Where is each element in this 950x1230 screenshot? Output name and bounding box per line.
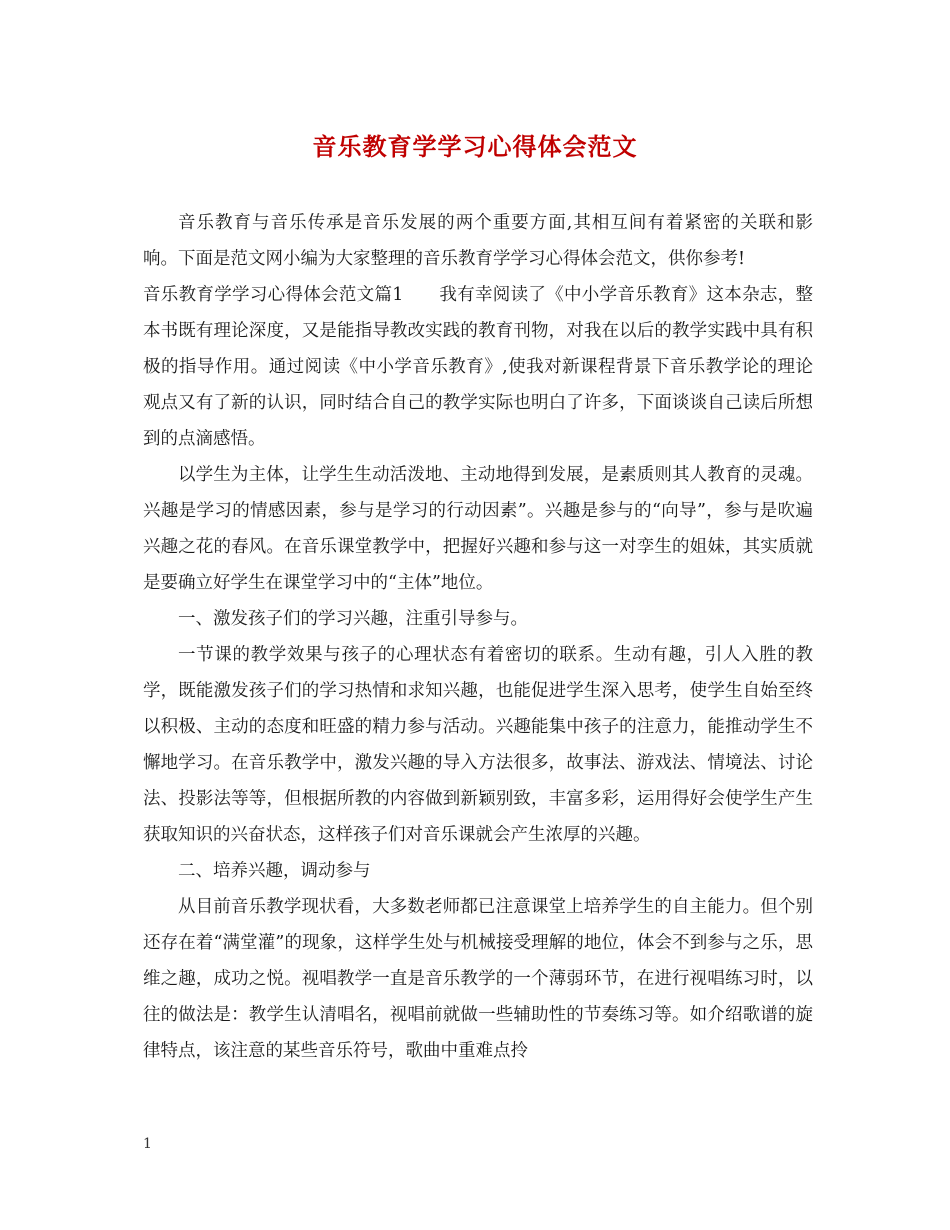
body-paragraph: 以学生为主体，让学生生动活泼地、主动地得到发展，是素质则其人教育的灵魂。兴趣是学习的情感因素，参与是学习的行动因素”。兴趣是参与的“向导”，参与是吹遍兴趣之花的春风。在音乐课堂教学中，把握好兴趣和参与这一对孪生的姐妹，其实质就是要确立好学生在课堂学习中的“主体”地位。 xyxy=(143,465,813,593)
document-body xyxy=(143,205,813,1069)
page-number: 1 xyxy=(143,1136,152,1152)
body-paragraph: 一节课的教学效果与孩子的心理状态有着密切的联系。生动有趣，引人入胜的教学，既能激发孩子们的学习热情和求知兴趣，也能促进学生深入思考，使学生自始至终以积极、主动的态度和旺盛的精力参与活动。兴趣能集中孩子的注意力，能推动学生不懈地学习。在音乐教学中，激发兴趣的导入方法很多，故事法、游戏法、情境法、讨论法、投影法等等，但根据所教的内容做到新颖别致，丰富多彩，运用得好会使学生产生获取知识的兴奋状态，这样孩子们对音乐课就会产生浓厚的兴趣。 xyxy=(143,645,813,845)
page-title: 音乐教育学学习心得体会范文 xyxy=(312,132,638,161)
section-heading: 二、培养兴趣，调动参与 xyxy=(178,861,371,881)
article-paragraph: 音乐教育学学习心得体会范文篇1 我有幸阅读了《中小学音乐教育》这本杂志，整本书既有理论深度，又是能指导教改实践的教育刊物，对我在以后的教学实践中具有积极的指导作用。通过阅读《中小学音乐教育》,使我对新课程背景下音乐教学论的理论观点又有了新的认识，同时结合自己的教学实际也明白了许多，下面谈谈自己读后所想到的点滴感悟。 xyxy=(143,285,813,449)
section-heading: 一、激发孩子们的学习兴趣，注重引导参与。 xyxy=(178,609,528,629)
intro-paragraph: 音乐教育与音乐传承是音乐发展的两个重要方面,其相互间有着紧密的关联和影响。下面是范文网小编为大家整理的音乐教育学学习心得体会范文，供你参考! xyxy=(143,213,813,269)
body-paragraph: 从目前音乐教学现状看，大多数老师都已注意课堂上培养学生的自主能力。但个别还存在着“满堂灌”的现象，这样学生处与机械接受理解的地位，体会不到参与之乐，思维之趣，成功之悦。视唱教学一直是音乐教学的一个薄弱环节，在进行视唱练习时，以往的做法是：教学生认清唱名，视唱前就做一些辅助性的节奏练习等。如介绍歌谱的旋律特点，该注意的某些音乐符号，歌曲中重难点拎 xyxy=(143,897,813,1061)
